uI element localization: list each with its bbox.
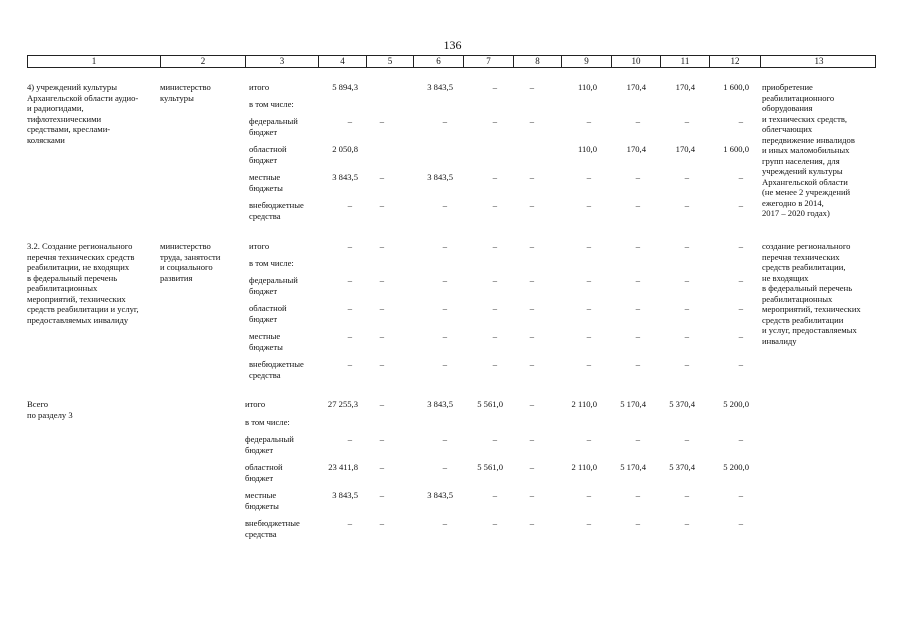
row-label: областной бюджет (249, 303, 287, 324)
section-title: Всего по разделу 3 (27, 399, 73, 420)
value-cell: 5 170,4 (620, 462, 646, 472)
value-cell: 5 370,4 (669, 462, 695, 472)
column-header-2: 2 (161, 56, 246, 67)
value-cell: – (738, 303, 743, 313)
column-header-1: 1 (28, 56, 161, 67)
value-cell: – (492, 331, 497, 341)
value-cell: – (492, 241, 497, 251)
value-cell: – (492, 359, 497, 369)
column-header-8: 8 (514, 56, 562, 67)
value-cell: 5 561,0 (477, 462, 503, 472)
column-header-11: 11 (661, 56, 710, 67)
value-cell: – (442, 275, 447, 285)
value-cell: – (738, 172, 743, 182)
value-cell: – (684, 275, 689, 285)
value-cell: – (379, 303, 384, 313)
value-cell: – (442, 200, 447, 210)
value-cell: – (442, 359, 447, 369)
value-cell: 5 894,3 (332, 82, 358, 92)
row-label: федеральный бюджет (249, 116, 298, 137)
column-header-10: 10 (612, 56, 661, 67)
value-cell: – (586, 241, 591, 251)
value-cell: 27 255,3 (327, 399, 358, 409)
value-cell: – (738, 200, 743, 210)
value-cell: – (379, 172, 384, 182)
value-cell: – (347, 518, 352, 528)
value-cell: 170,4 (626, 82, 646, 92)
row-label: внебюджетные средства (245, 518, 300, 539)
value-cell: – (379, 434, 384, 444)
value-cell: 1 600,0 (723, 82, 749, 92)
value-cell: – (684, 172, 689, 182)
column-header-6: 6 (414, 56, 464, 67)
value-cell: – (684, 331, 689, 341)
value-cell: – (442, 434, 447, 444)
value-cell: – (684, 303, 689, 313)
value-cell: – (529, 518, 534, 528)
value-cell: – (586, 359, 591, 369)
value-cell: – (586, 518, 591, 528)
value-cell: 2 110,0 (571, 462, 597, 472)
value-cell: – (347, 241, 352, 251)
value-cell: – (379, 331, 384, 341)
value-cell: – (684, 241, 689, 251)
value-cell: – (347, 303, 352, 313)
row-label: федеральный бюджет (245, 434, 294, 455)
value-cell: 2 110,0 (571, 399, 597, 409)
value-cell: 5 170,4 (620, 399, 646, 409)
column-header-13: 13 (814, 56, 824, 66)
value-cell: – (635, 359, 640, 369)
value-cell: 23 411,8 (328, 462, 358, 472)
row-label: внебюджетные средства (249, 359, 304, 380)
row-label: областной бюджет (249, 144, 287, 165)
value-cell: – (635, 172, 640, 182)
row-label: федеральный бюджет (249, 275, 298, 296)
value-cell: – (529, 275, 534, 285)
column-header-12: 12 (710, 56, 761, 67)
value-cell: – (492, 490, 497, 500)
value-cell: 5 200,0 (723, 462, 749, 472)
row-label: в том числе: (245, 417, 290, 427)
value-cell: 170,4 (626, 144, 646, 154)
value-cell: – (635, 490, 640, 500)
value-cell: – (492, 434, 497, 444)
value-cell: – (442, 303, 447, 313)
value-cell: – (492, 116, 497, 126)
value-cell: – (738, 275, 743, 285)
value-cell: – (635, 241, 640, 251)
value-cell: – (635, 200, 640, 210)
value-cell: 110,0 (577, 144, 597, 154)
value-cell: – (738, 434, 743, 444)
value-cell: – (529, 200, 534, 210)
value-cell: – (738, 359, 743, 369)
value-cell: – (442, 241, 447, 251)
value-cell: – (347, 200, 352, 210)
value-cell: 3 843,5 (427, 490, 453, 500)
value-cell: – (529, 172, 534, 182)
page-number: 136 (443, 38, 462, 52)
row-label: внебюджетные средства (249, 200, 304, 221)
value-cell: – (635, 275, 640, 285)
value-cell: 5 561,0 (477, 399, 503, 409)
value-cell: – (442, 331, 447, 341)
value-cell: 3 843,5 (332, 490, 358, 500)
value-cell: – (379, 200, 384, 210)
column-header-3: 3 (246, 56, 319, 67)
value-cell: 5 370,4 (669, 399, 695, 409)
value-cell: – (492, 82, 497, 92)
column-header-5: 5 (367, 56, 414, 67)
value-cell: – (738, 241, 743, 251)
row-label: в том числе: (249, 99, 294, 109)
value-cell: – (379, 116, 384, 126)
row-label: местные бюджеты (245, 490, 279, 511)
value-cell: – (492, 200, 497, 210)
section-note: приобретение реабилитационного оборудования и технических средств, облегчающих передвижение инвалидов и иных маломобильных групп населения, для учреждений культуры Архангельской области (не менее 2 учреждений ежегодно в 2014, 2017 – 2020 годах) (762, 82, 855, 218)
value-cell: – (529, 399, 534, 409)
column-number-header (27, 55, 876, 68)
value-cell: – (379, 490, 384, 500)
value-cell: – (529, 82, 534, 92)
row-label: итого (245, 399, 266, 409)
column-header-4: 4 (319, 56, 367, 67)
value-cell: – (442, 518, 447, 528)
value-cell: – (529, 241, 534, 251)
value-cell: – (529, 359, 534, 369)
value-cell: – (635, 518, 640, 528)
value-cell: – (379, 359, 384, 369)
value-cell: 3 843,5 (427, 82, 453, 92)
value-cell: – (379, 518, 384, 528)
value-cell: – (347, 359, 352, 369)
value-cell: – (586, 275, 591, 285)
value-cell: 3 843,5 (332, 172, 358, 182)
value-cell: – (529, 462, 534, 472)
value-cell: – (492, 172, 497, 182)
value-cell: – (586, 331, 591, 341)
value-cell: – (738, 490, 743, 500)
value-cell: 3 843,5 (427, 172, 453, 182)
value-cell: – (635, 434, 640, 444)
value-cell: – (684, 434, 689, 444)
value-cell: 1 600,0 (723, 144, 749, 154)
value-cell: – (379, 241, 384, 251)
value-cell: 170,4 (675, 82, 695, 92)
value-cell: – (738, 331, 743, 341)
row-label: местные бюджеты (249, 331, 283, 352)
value-cell: – (529, 116, 534, 126)
row-label: местные бюджеты (249, 172, 283, 193)
section-title: 3.2. Создание регионального перечня технических средств реабилитации, не входящих в федеральный перечень реабилитационных мероприятий, технических средств реабилитации и услуг, предоставляемых инвалиду (27, 241, 139, 325)
column-header-9: 9 (562, 56, 612, 67)
row-label: итого (249, 82, 270, 92)
value-cell: – (492, 518, 497, 528)
value-cell: – (379, 275, 384, 285)
value-cell: – (738, 116, 743, 126)
value-cell: – (586, 490, 591, 500)
value-cell: – (684, 518, 689, 528)
value-cell: – (684, 116, 689, 126)
value-cell: – (529, 303, 534, 313)
value-cell: – (684, 200, 689, 210)
value-cell: 3 843,5 (427, 399, 453, 409)
value-cell: – (586, 172, 591, 182)
value-cell: – (529, 434, 534, 444)
value-cell: 110,0 (577, 82, 597, 92)
value-cell: 5 200,0 (723, 399, 749, 409)
value-cell: – (442, 116, 447, 126)
value-cell: – (635, 331, 640, 341)
value-cell: – (684, 359, 689, 369)
value-cell: – (586, 434, 591, 444)
value-cell: – (347, 275, 352, 285)
column-header-7: 7 (464, 56, 514, 67)
value-cell: – (738, 518, 743, 528)
value-cell: – (347, 116, 352, 126)
row-label: в том числе: (249, 258, 294, 268)
value-cell: – (492, 303, 497, 313)
value-cell: – (347, 331, 352, 341)
section-executor: министерство труда, занятости и социального развития (160, 241, 221, 283)
value-cell: – (586, 116, 591, 126)
value-cell: 170,4 (675, 144, 695, 154)
value-cell: – (379, 399, 384, 409)
row-label: областной бюджет (245, 462, 283, 483)
value-cell: 2 050,8 (332, 144, 358, 154)
value-cell: – (635, 303, 640, 313)
section-executor: министерство культуры (160, 82, 211, 103)
value-cell: – (529, 490, 534, 500)
value-cell: – (379, 462, 384, 472)
value-cell: – (586, 303, 591, 313)
value-cell: – (442, 462, 447, 472)
value-cell: – (635, 116, 640, 126)
value-cell: – (586, 200, 591, 210)
section-note: создание регионального перечня технических средств реабилитации, не входящих в федеральный перечень реабилитационных мероприятий, технических средств реабилитации и услуг, предоставляемых инвалиду (762, 241, 861, 346)
value-cell: – (347, 434, 352, 444)
row-label: итого (249, 241, 270, 251)
value-cell: – (492, 275, 497, 285)
value-cell: – (684, 490, 689, 500)
value-cell: – (529, 331, 534, 341)
section-title: 4) учреждений культуры Архангельской области аудио- и радиогидами, тифлотехническими средствами, креслами- колясками (27, 82, 139, 145)
